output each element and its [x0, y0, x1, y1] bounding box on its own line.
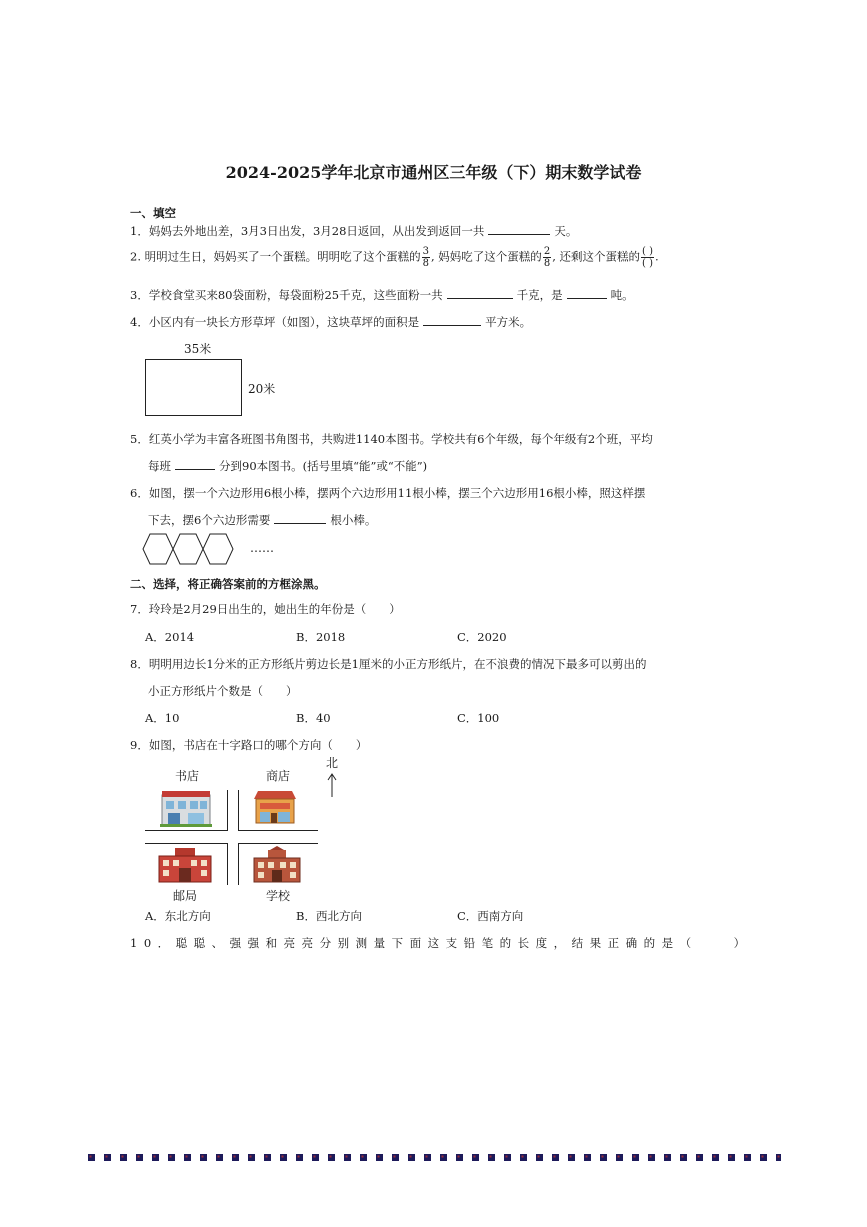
north-arrow-icon	[326, 772, 338, 798]
shop-building-icon	[252, 785, 298, 825]
question-7: 7．玲玲是2月29日出生的，她出生的年份是（ ）	[130, 602, 401, 616]
question-2	[130, 246, 659, 269]
rect-length-label: 35米	[184, 342, 212, 356]
q1-answer-blank[interactable]	[488, 223, 550, 235]
page-title: 2024-2025学年北京市通州区三年级（下）期末数学试卷	[225, 163, 642, 182]
map-label-shop: 商店	[266, 769, 291, 783]
question-8-line-2: 小正方形纸片个数是（ ）	[148, 684, 298, 698]
q7-option-a[interactable]: A．2014	[145, 630, 195, 644]
section-1-heading: 一、填空	[130, 206, 176, 220]
q6-answer-blank[interactable]	[274, 512, 326, 524]
q3-mid: 千克，是	[516, 288, 563, 302]
rect-width-label: 20米	[248, 382, 276, 396]
q9-option-b[interactable]: B．西北方向	[296, 909, 362, 923]
hexagon-1	[143, 534, 173, 564]
q3-unit: 吨。	[610, 288, 634, 302]
q4-answer-blank[interactable]	[423, 314, 481, 326]
map-label-bookstore: 书店	[175, 769, 200, 783]
road-vertical-right-top	[238, 790, 239, 830]
q2-fraction-2: $\frac{2}{8}$	[543, 246, 551, 269]
q3-answer-blank-2[interactable]	[567, 287, 607, 299]
q2-text-3: , 还剩这个蛋糕的	[552, 249, 640, 264]
q6-text-a: 下去，摆6个六边形需要	[148, 513, 271, 527]
map-label-post-office: 邮局	[173, 889, 198, 903]
q3-answer-blank-1[interactable]	[447, 287, 513, 299]
section-2-heading: 二、选择，将正确答案前的方框涂黑。	[130, 577, 326, 591]
q5-text-a: 每班	[148, 459, 171, 473]
q2-text-2: , 妈妈吃了这个蛋糕的	[431, 249, 542, 264]
road-vertical-left-bottom	[227, 843, 228, 885]
road-horizontal-left-top	[145, 830, 228, 831]
road-vertical-left-top	[227, 790, 228, 830]
question-5-line-2	[148, 458, 427, 474]
q2-end: .	[654, 249, 659, 264]
question-5-line-1: 5．红英小学为丰富各班图书角图书，共购进1140本图书。学校共有6个年级，每个年级有2个班，平均	[130, 432, 653, 446]
road-horizontal-right-top	[238, 830, 318, 831]
q1-text: 1．妈妈去外地出差，3月3日出发，3月28日返回，从出发到返回一共	[130, 224, 485, 238]
question-10: 10．聪聪、强强和亮亮分别测量下面这支铅笔的长度，结果正确的是（ ）	[130, 936, 752, 950]
q5-text-b: 分到90本图书。(括号里填“能”或“不能”)	[219, 459, 428, 473]
q8-option-c[interactable]: C．100	[457, 711, 500, 725]
road-horizontal-right-bottom	[238, 843, 318, 844]
q2-text-1: 2. 明明过生日，妈妈买了一个蛋糕。明明吃了这个蛋糕的	[130, 249, 421, 264]
q9-option-a[interactable]: A．东北方向	[145, 909, 211, 923]
q7-option-c[interactable]: C．2020	[457, 630, 507, 644]
q1-unit: 天。	[554, 224, 578, 238]
q8-option-b[interactable]: B．40	[296, 711, 331, 725]
q5-answer-blank[interactable]	[175, 458, 215, 470]
bookstore-building-icon	[160, 789, 212, 827]
question-9: 9．如图，书店在十字路口的哪个方向（ ）	[130, 738, 368, 752]
road-horizontal-left-bottom	[145, 843, 228, 844]
q8-option-a[interactable]: A．10	[145, 711, 180, 725]
school-building-icon	[252, 846, 302, 884]
question-8-line-1: 8．明明用边长1分米的正方形纸片剪边长是1厘米的小正方形纸片，在不浪费的情况下最多可以剪出的	[130, 657, 647, 671]
q4-unit: 平方米。	[485, 315, 532, 329]
q6-text-b: 根小棒。	[330, 513, 377, 527]
question-4	[130, 314, 531, 330]
q7-option-b[interactable]: B．2018	[296, 630, 346, 644]
q9-option-c[interactable]: C．西南方向	[457, 909, 524, 923]
hexagon-chain-figure	[142, 533, 237, 565]
question-6-line-2	[148, 512, 376, 528]
lawn-rectangle	[145, 359, 242, 416]
q4-text: 4．小区内有一块长方形草坪（如图），这块草坪的面积是	[130, 315, 420, 329]
footer-dashed-border	[88, 1153, 781, 1163]
q3-text: 3．学校食堂买来80袋面粉，每袋面粉25千克，这些面粉一共	[130, 288, 443, 302]
q2-answer-fraction[interactable]: $\frac{( )}{( )}$	[642, 246, 653, 269]
question-1	[130, 223, 577, 239]
hexagon-2	[173, 534, 203, 564]
map-label-school: 学校	[266, 889, 291, 903]
road-vertical-right-bottom	[238, 843, 239, 885]
q2-fraction-1: $\frac{3}{8}$	[422, 246, 429, 269]
question-6-line-1: 6．如图，摆一个六边形用6根小棒，摆两个六边形用11根小棒，摆三个六边形用16根小棒，照这样摆	[130, 486, 646, 500]
question-3	[130, 287, 634, 303]
hexagon-3	[203, 534, 233, 564]
hexagon-ellipsis: ……	[250, 541, 274, 555]
map-label-north: 北	[326, 756, 339, 770]
post-office-building-icon	[157, 846, 213, 884]
